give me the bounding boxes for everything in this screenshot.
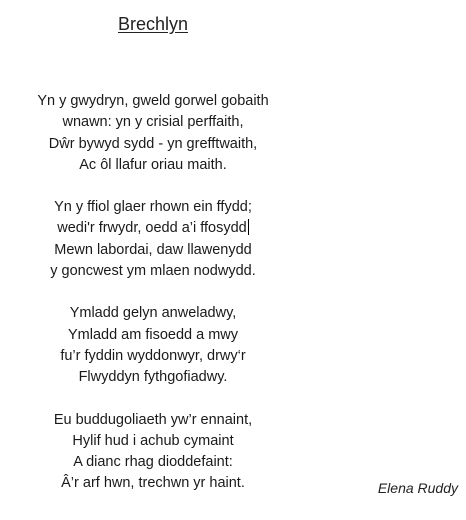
poem-line: fu’r fyddin wyddonwyr, drwy‘r (60, 347, 246, 364)
poem-line: y goncwest ym mlaen nodwydd. (50, 263, 256, 280)
poem-line: Flwyddyn fythgofiadwy. (78, 369, 228, 386)
poem-line: Hylif hud i achub cymaint (72, 432, 234, 449)
poem-line: Ac ôl llafur oriau maith. (79, 156, 227, 173)
poem-line: Ymladd gelyn anweladwy, (69, 305, 237, 322)
poem-line: Yn y gwydryn, gweld gorwel gobaith (37, 93, 269, 109)
stanza-1 (0, 91, 306, 176)
poem-line: wnawn: yn y crisial perffaith, (62, 114, 244, 131)
author-signature: Elena Ruddy (377, 480, 458, 496)
stanza-2 (0, 197, 306, 282)
poem-line: Mewn labordai, daw llawenydd (54, 241, 252, 258)
poem-line: A dianc rhag dioddefaint: (73, 454, 233, 471)
poem-line-text[interactable]: wedi'r frwydr, oedd a’i ffosydd (57, 220, 247, 237)
text-cursor (248, 219, 249, 235)
poem-line-with-caret[interactable] (0, 218, 306, 239)
poem-line: Ymladd am fisoedd a mwy (67, 326, 239, 343)
poem-line: Dŵr bywyd sydd - yn grefftwaith, (48, 135, 258, 152)
poem-line: Â’r arf hwn, trechwn yr haint. (61, 475, 245, 492)
stanza-3 (0, 303, 306, 388)
poem-line: Eu buddugoliaeth yw’r ennaint, (53, 411, 253, 428)
poem-body (0, 91, 306, 516)
poem-line: Yn y ffiol glaer rhown ein ffydd; (54, 199, 252, 216)
poem-title: Brechlyn (117, 14, 189, 34)
stanza-4 (0, 410, 306, 495)
